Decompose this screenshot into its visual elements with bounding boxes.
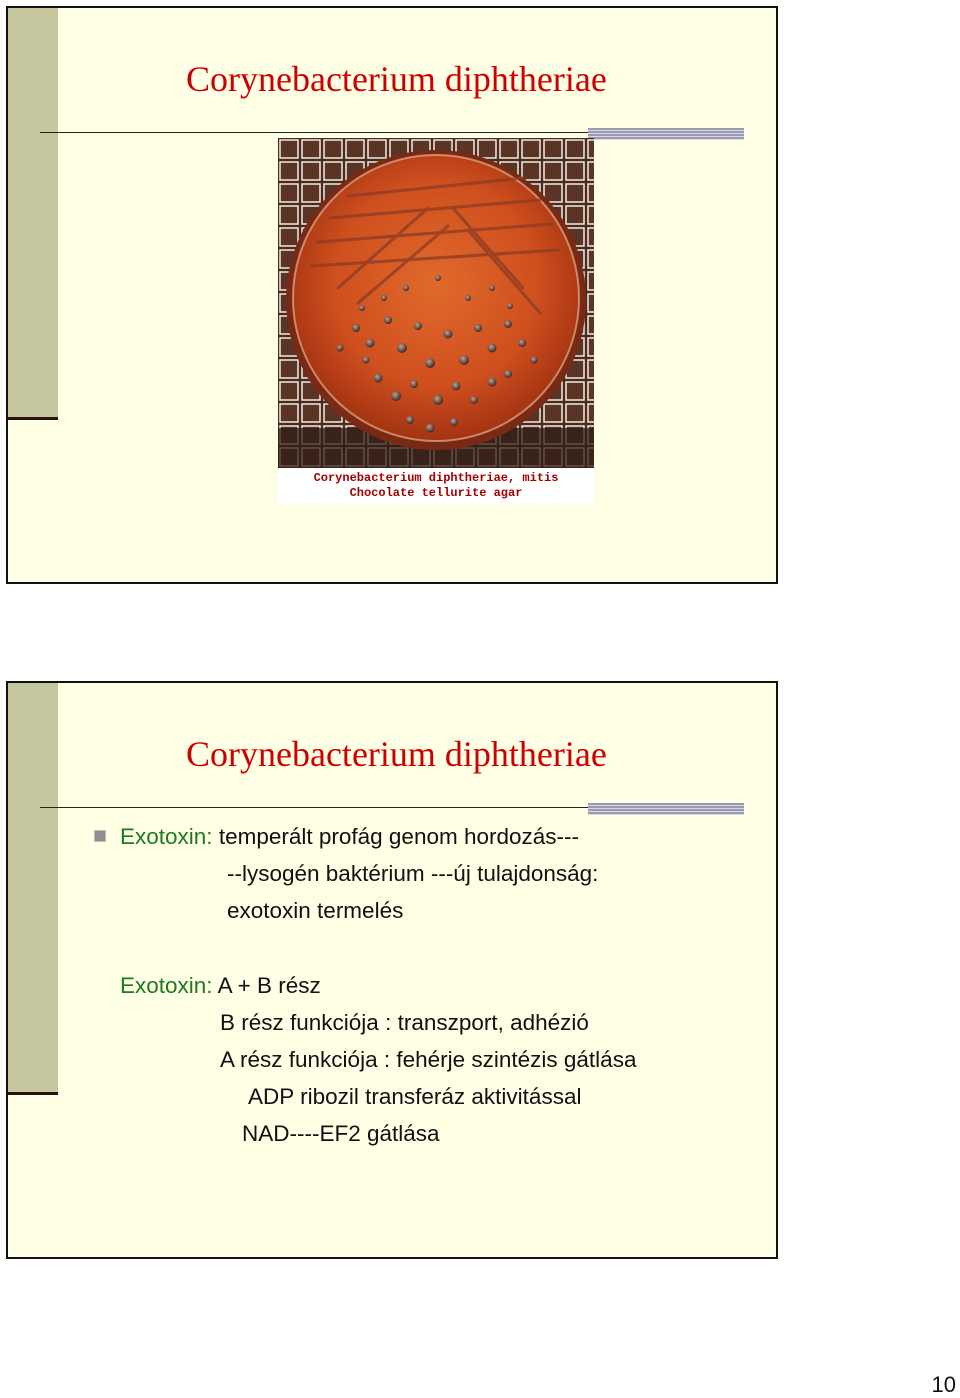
exotoxin-parts-line: [120, 973, 321, 999]
b-part-function: B rész funkciója : transzport, adhézió: [220, 1010, 589, 1035]
bullet-line-2: --lysogén baktérium ---új tulajdonság:: [227, 861, 599, 886]
agar-plate-photo: [278, 138, 594, 504]
petri-dish-image: [278, 138, 594, 468]
bullet-square-icon: [94, 830, 106, 842]
photo-caption-line-2: Chocolate tellurite agar: [349, 486, 523, 500]
title-divider: [40, 132, 590, 133]
bullet-line-1-text: temperált profág genom hordozás---: [218, 824, 580, 849]
slide-title: Corynebacterium diphtheriae: [186, 59, 607, 99]
photo-caption: [278, 468, 594, 504]
exotoxin-parts-text: A + B rész: [217, 973, 321, 998]
slide-side-bar: [8, 683, 58, 1095]
title-divider-accent: [588, 128, 744, 140]
nad-ef2-line: NAD----EF2 gátlása: [242, 1121, 440, 1146]
photo-caption-line-1: Corynebacterium diphtheriae, mitis: [313, 471, 559, 485]
adp-ribosyl-line: ADP ribozil transferáz aktivitással: [248, 1084, 582, 1109]
slide-title: Corynebacterium diphtheriae: [186, 734, 607, 774]
slide-1: [6, 6, 778, 584]
exotoxin-label: Exotoxin:: [120, 973, 213, 998]
title-divider: [40, 807, 590, 808]
slide-2: [6, 681, 778, 1259]
a-part-function: A rész funkciója : fehérje szintézis gátlása: [220, 1047, 637, 1072]
slide-side-bar: [8, 8, 58, 420]
bullet-line-3: exotoxin termelés: [227, 898, 404, 923]
exotoxin-label: Exotoxin:: [120, 824, 213, 849]
title-divider-accent: [588, 803, 744, 815]
bullet-line-1: [120, 824, 579, 850]
page-number: 10: [931, 1372, 956, 1397]
